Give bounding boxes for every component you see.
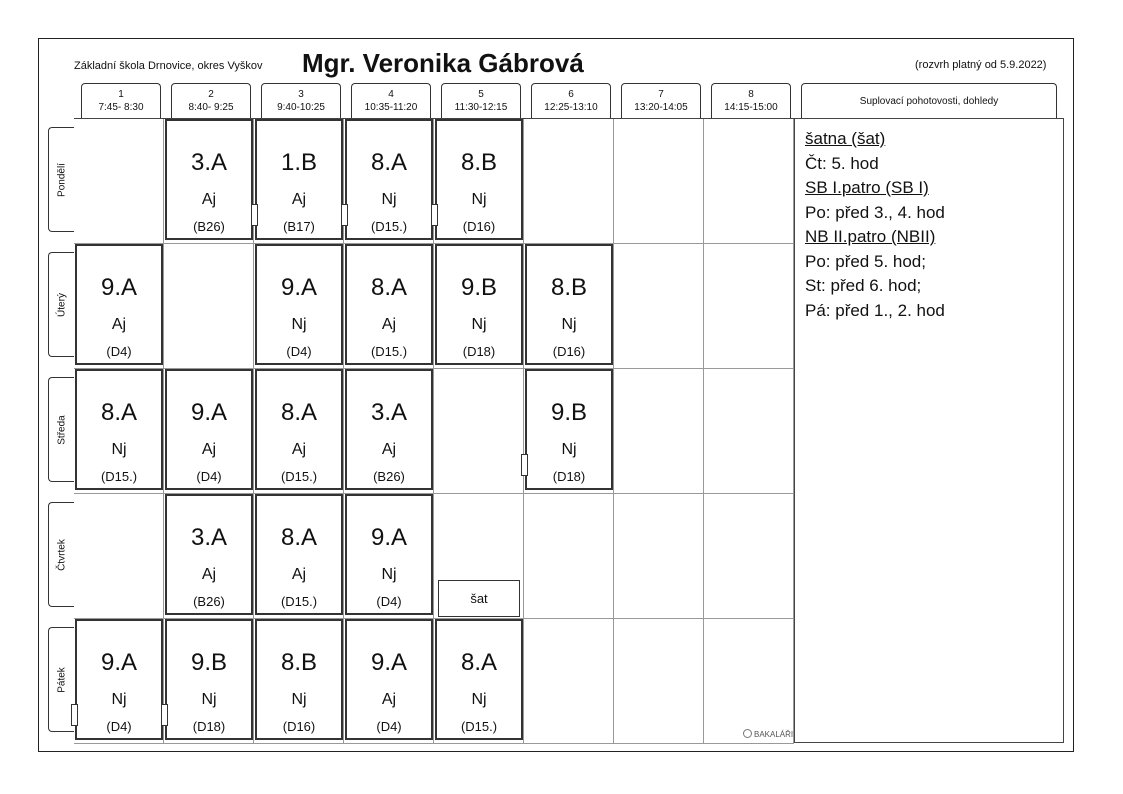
lesson-subject: Aj — [201, 441, 217, 458]
lesson-cell[interactable] — [345, 119, 433, 240]
lesson-subject: Aj — [111, 316, 127, 333]
lesson-class: 8.B — [280, 649, 318, 676]
lesson-class: 8.A — [280, 524, 318, 551]
teacher-name: Mgr. Veronika Gábrová — [302, 48, 584, 78]
lesson-class: 8.A — [460, 649, 498, 676]
period-header-7 — [621, 83, 701, 118]
supervision-time: Po: před 3., 4. hod — [805, 202, 945, 222]
period-number: 8 — [748, 89, 754, 100]
period-time: 14:15-15:00 — [724, 102, 778, 113]
period-time: 12:25-13:10 — [544, 102, 598, 113]
lesson-class: 3.A — [190, 149, 228, 176]
break-marker — [521, 454, 528, 476]
period-time: 11:30-12:15 — [454, 102, 508, 113]
lesson-room: (D15.) — [100, 469, 138, 484]
lesson-room: (D15.) — [460, 719, 498, 734]
lesson-cell[interactable] — [165, 119, 253, 240]
lesson-cell[interactable] — [435, 119, 523, 240]
lesson-room: (D18) — [192, 719, 226, 734]
period-number: 2 — [208, 89, 214, 100]
period-time: 8:40- 9:25 — [188, 102, 234, 113]
period-header-8 — [711, 83, 791, 118]
lesson-subject: Aj — [381, 691, 397, 708]
lesson-room: (D15.) — [280, 594, 318, 609]
lesson-room: (B26) — [193, 219, 225, 234]
grid-vline — [703, 119, 704, 744]
lesson-class: 8.B — [550, 274, 588, 301]
lesson-subject: Nj — [561, 441, 577, 458]
period-header-2 — [171, 83, 251, 118]
lesson-class: 9.A — [100, 649, 138, 676]
period-number: 6 — [568, 89, 574, 100]
lesson-cell[interactable] — [345, 369, 433, 490]
lesson-class: 9.A — [190, 399, 228, 426]
bakalari-logo — [743, 729, 793, 739]
lesson-cell[interactable] — [165, 369, 253, 490]
day-header-4 — [48, 502, 74, 607]
period-time: 13:20-14:05 — [634, 102, 688, 113]
lesson-class: 9.B — [460, 274, 498, 301]
lesson-subject: Nj — [111, 441, 127, 458]
day-label: Pátek — [56, 666, 67, 693]
period-number: 4 — [388, 89, 394, 100]
supervision-time: Čt: 5. hod — [805, 153, 879, 173]
lesson-class: 8.B — [460, 149, 498, 176]
period-time: 10:35-11:20 — [364, 102, 418, 113]
lesson-room: (D18) — [462, 344, 496, 359]
period-number: 1 — [118, 89, 124, 100]
lesson-class: 9.B — [190, 649, 228, 676]
break-marker — [71, 704, 78, 726]
period-time: 7:45- 8:30 — [98, 102, 144, 113]
lesson-class: 9.A — [100, 274, 138, 301]
grid-vline — [163, 119, 164, 744]
period-header-1 — [81, 83, 161, 118]
period-header-6 — [531, 83, 611, 118]
lesson-cell[interactable] — [255, 119, 343, 240]
lesson-room: (D16) — [462, 219, 496, 234]
supervision-location: SB I.patro (SB I) — [805, 178, 929, 197]
break-marker — [251, 204, 258, 226]
day-label: Pondělí — [56, 162, 67, 197]
day-label: Čtvrtek — [56, 538, 67, 571]
lesson-class: 8.A — [370, 149, 408, 176]
lesson-subject: Aj — [381, 316, 397, 333]
supervision-time: Po: před 5. hod; — [805, 251, 926, 271]
day-label: Středa — [56, 414, 67, 445]
lesson-cell[interactable] — [75, 619, 163, 740]
period-time: 9:40-10:25 — [277, 102, 325, 113]
lesson-room: (D4) — [286, 344, 312, 359]
lesson-subject: Nj — [471, 316, 487, 333]
lesson-room: (B26) — [373, 469, 405, 484]
lesson-subject: Aj — [381, 441, 397, 458]
grid-hline — [74, 743, 794, 744]
lesson-cell[interactable] — [255, 244, 343, 365]
lesson-subject: Aj — [201, 566, 217, 583]
grid-hline — [74, 243, 794, 244]
bakalari-logo-icon — [743, 729, 752, 738]
lesson-room: (D4) — [376, 719, 402, 734]
period-header-5 — [441, 83, 521, 118]
grid-vline — [523, 119, 524, 744]
period-number: 5 — [478, 89, 484, 100]
lesson-subject: Nj — [471, 691, 487, 708]
supervision-panel — [794, 118, 1064, 743]
lesson-cell[interactable] — [165, 494, 253, 615]
break-marker — [431, 204, 438, 226]
lesson-cell[interactable] — [75, 369, 163, 490]
brand-label: BAKALÁŘI — [754, 730, 794, 739]
period-header-4 — [351, 83, 431, 118]
lesson-cell[interactable] — [165, 619, 253, 740]
lesson-cell[interactable] — [435, 619, 523, 740]
lesson-cell[interactable] — [435, 244, 523, 365]
lesson-class: 3.A — [190, 524, 228, 551]
lesson-subject: Nj — [561, 316, 577, 333]
lesson-room: (D16) — [552, 344, 586, 359]
lesson-subject: Aj — [201, 191, 217, 208]
break-marker — [341, 204, 348, 226]
lesson-class: 9.B — [550, 399, 588, 426]
lesson-room: (B26) — [193, 594, 225, 609]
lesson-room: (D15.) — [370, 219, 408, 234]
day-header-3 — [48, 377, 74, 482]
lesson-cell[interactable] — [345, 619, 433, 740]
day-label: Úterý — [56, 292, 67, 317]
lesson-subject: Nj — [381, 191, 397, 208]
supervision-location: šatna (šat) — [805, 129, 886, 148]
lesson-cell[interactable] — [75, 244, 163, 365]
lesson-room: (B17) — [283, 219, 315, 234]
lesson-cell[interactable] — [255, 494, 343, 615]
lesson-room: (D18) — [552, 469, 586, 484]
lesson-room: (D4) — [106, 344, 132, 359]
lesson-subject: Aj — [291, 566, 307, 583]
lesson-subject: Aj — [291, 191, 307, 208]
lesson-cell[interactable] — [255, 369, 343, 490]
supervision-location: NB II.patro (NBII) — [805, 227, 936, 246]
break-marker — [161, 704, 168, 726]
lesson-class: 9.A — [370, 649, 408, 676]
lesson-cell[interactable] — [525, 244, 613, 365]
lesson-cell[interactable] — [345, 494, 433, 615]
lesson-room: (D4) — [376, 594, 402, 609]
lesson-cell[interactable] — [345, 244, 433, 365]
period-number: 7 — [658, 89, 664, 100]
lesson-subject: Nj — [291, 316, 307, 333]
lesson-subject: Nj — [291, 691, 307, 708]
lesson-room: (D16) — [282, 719, 316, 734]
supervision-time: Pá: před 1., 2. hod — [805, 300, 945, 320]
lesson-subject: Nj — [111, 691, 127, 708]
lesson-class: 8.A — [280, 399, 318, 426]
lesson-subject: Nj — [381, 566, 397, 583]
lesson-subject: Aj — [291, 441, 307, 458]
validity-note: (rozvrh platný od 5.9.2022) — [915, 59, 1047, 71]
lesson-subject: Nj — [471, 191, 487, 208]
supervision-header: Suplovací pohotovosti, dohledy — [801, 83, 1057, 118]
lesson-class: 3.A — [370, 399, 408, 426]
lesson-room: (D15.) — [370, 344, 408, 359]
day-header-1 — [48, 127, 74, 232]
lesson-cell[interactable] — [255, 619, 343, 740]
school-name: Základní škola Drnovice, okres Vyškov — [74, 60, 263, 72]
lesson-room: (D15.) — [280, 469, 318, 484]
supervision-time: St: před 6. hod; — [805, 276, 922, 295]
day-header-2 — [48, 252, 74, 357]
period-header-3 — [261, 83, 341, 118]
lesson-class: 1.B — [280, 149, 318, 176]
lesson-room: (D4) — [106, 719, 132, 734]
lesson-class: 9.A — [370, 524, 408, 551]
lesson-class: 8.A — [370, 274, 408, 301]
duty-box[interactable]: šat — [438, 580, 520, 617]
lesson-class: 8.A — [100, 399, 138, 426]
grid-vline — [613, 119, 614, 744]
period-number: 3 — [298, 89, 304, 100]
lesson-subject: Nj — [201, 691, 217, 708]
lesson-class: 9.A — [280, 274, 318, 301]
lesson-cell[interactable] — [525, 369, 613, 490]
lesson-room: (D4) — [196, 469, 222, 484]
